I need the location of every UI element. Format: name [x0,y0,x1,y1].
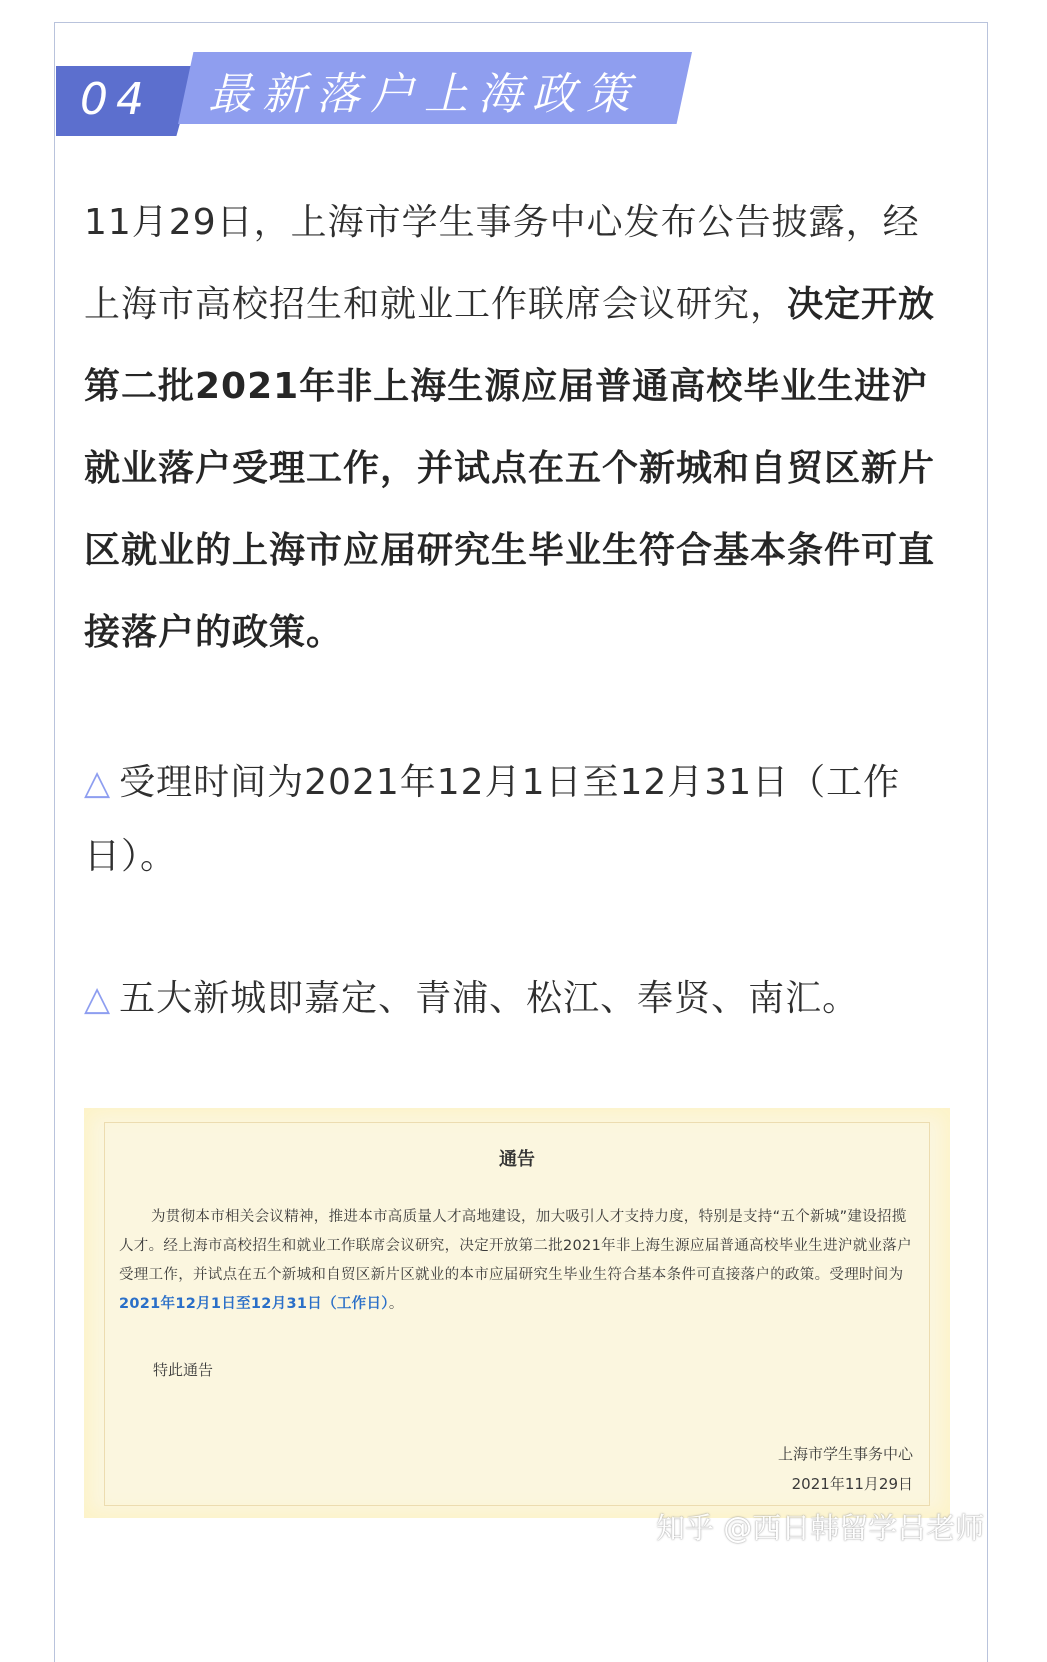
notice-title: 通告 [499,1149,535,1170]
notice-highlight-period: 2021年12月1日至12月31日（工作日） [119,1296,389,1312]
notice-border [104,1122,930,1506]
notice-body-end: 。 [388,1296,404,1312]
notice-body-text: 为贯彻本市相关会议精神，推进本市高质量人才高地建设，加大吸引人才支持力度，特别是支持“五个新城”建设招揽人才。经上海市高校招生和就业工作联席会议研究，决定开放第二批2021年非上海生源应届普通高校毕业生进沪就业落户受理工作，并试点在五个新城和自贸区新片区就业的本市应届研究生毕业生符合基本条件可直接落户的政策。受理时间为 [119,1209,912,1283]
notice-date: 2021年11月29日 [791,1475,913,1493]
notice-body [119,1203,919,1319]
bullet-text: 五大新城即嘉定、青浦、松江、奉贤、南汇。 [119,978,860,1019]
paragraph-lead: 11月29日，上海市学生事务中心发布公告披露，经上海市高校招生和就业工作联席会议研究， [84,202,920,325]
notice-image [84,1108,950,1518]
paragraph-bold: 决定开放第二批2021年非上海生源应届普通高校毕业生进沪就业落户受理工作，并试点在五个新城和自贸区新片区就业的上海市应届研究生毕业生符合基本条件可直接落户的政策。 [84,284,936,653]
triangle-outline-icon: △ [84,763,112,803]
section-number: 04 [80,74,152,125]
notice-issuer: 上海市学生事务中心 [777,1445,913,1463]
bullet-new-cities [84,962,934,1036]
section-title: 最新落户上海政策 [208,69,640,120]
notice-closing: 特此通告 [153,1361,214,1379]
bullet-text: 受理时间为2021年12月1日至12月31日（工作日）。 [84,762,901,877]
triangle-outline-icon: △ [84,979,112,1019]
bullet-application-period [84,746,934,894]
watermark: 知乎 @西日韩留学吕老师 [656,1511,985,1545]
policy-paragraph [84,182,956,674]
